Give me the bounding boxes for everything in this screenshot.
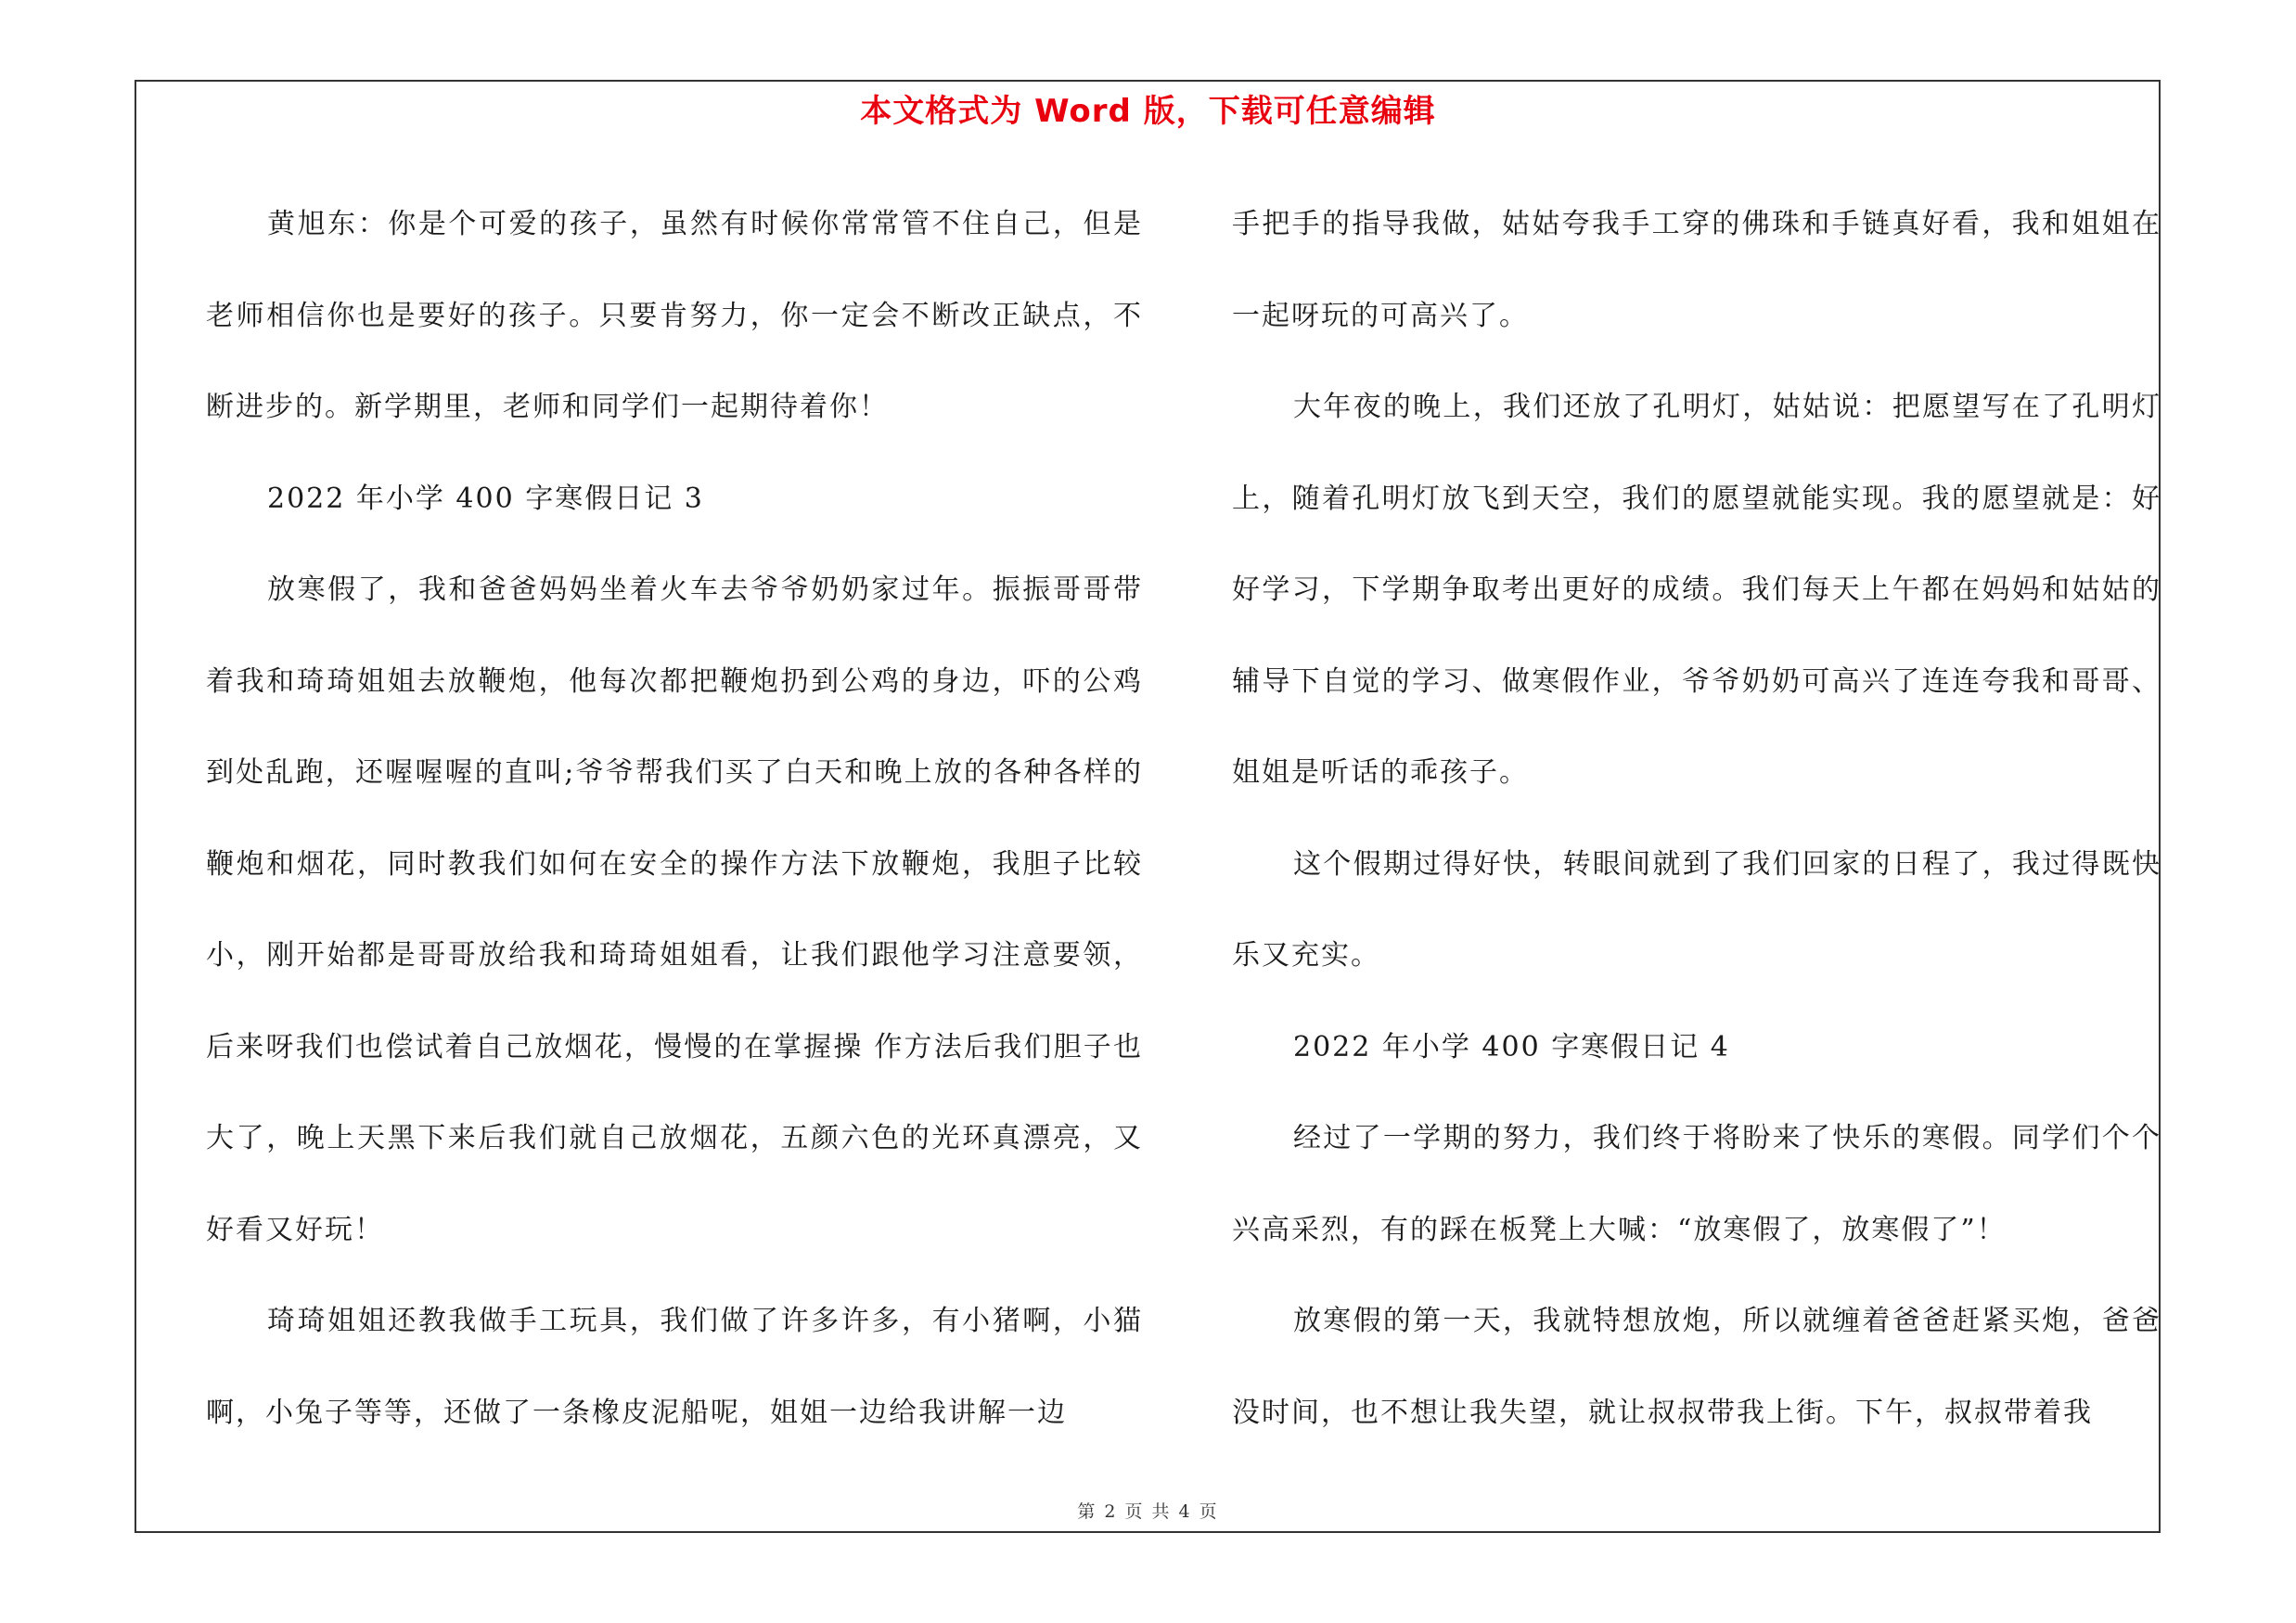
section-heading-diary-3: 2022 年小学 400 字寒假日记 3 [267, 482, 704, 515]
paragraph-holiday-end: 这个假期过得好快，转眼间就到了我们回家的日程了，我过得既快乐又充实。 [1232, 847, 2161, 972]
section-heading-diary-4: 2022 年小学 400 字寒假日记 4 [1293, 1030, 1730, 1063]
paragraph-winter-break-start: 经过了一学期的努力，我们终于将盼来了快乐的寒假。同学们个个兴高采烈，有的踩在板凳上大喊：“放寒假了，放寒假了”！ [1232, 1122, 2161, 1246]
paragraph-firecrackers: 放寒假的第一天，我就特想放炮，所以就缠着爸爸赶紧买炮，爸爸没时间，也不想让我失望，就让叔叔带我上街。下午，叔叔带着我 [1232, 1305, 2161, 1429]
editable-notice-banner: 本文格式为 Word 版，下载可任意编辑 [860, 93, 1436, 130]
paragraph-lanterns: 大年夜的晚上，我们还放了孔明灯，姑姑说：把愿望写在了孔明灯上，随着孔明灯放飞到天空，我们的愿望就能实现。我的愿望就是：好好学习，下学期争取考出更好的成绩。我们每天上午都在妈妈和姑姑的辅导下自觉的学习、做寒假作业，爷爷奶奶可高兴了连连夸我和哥哥、姐姐是听话的乖孩子。 [1232, 391, 2161, 789]
paragraph-teacher-comment: 黄旭东：你是个可爱的孩子，虽然有时候你常常管不住自己，但是老师相信你也是要好的孩子。只要肯努力，你一定会不断改正缺点，不断进步的。新学期里，老师和同学们一起期待着你！ [206, 208, 1143, 423]
page-number-footer: 第 2 页 共 4 页 [1077, 1501, 1219, 1522]
right-text-column [1232, 179, 2161, 1459]
paragraph-handicraft: 琦琦姐姐还教我做手工玩具，我们做了许多许多，有小猪啊，小猫啊，小兔子等等，还做了一条橡皮泥船呢，姐姐一边给我讲解一边 [206, 1305, 1143, 1429]
paragraph-fireworks: 放寒假了，我和爸爸妈妈坐着火车去爷爷奶奶家过年。振振哥哥带着我和琦琦姐姐去放鞭炮，他每次都把鞭炮扔到公鸡的身边，吓的公鸡到处乱跑，还喔喔喔的直叫;爷爷帮我们买了白天和晚上放的各种各样的鞭炮和烟花，同时教我们如何在安全的操作方法下放鞭炮，我胆子比较小，刚开始都是哥哥放给我和琦琦姐姐看，让我们跟他学习注意要领，后来呀我们也偿试着自己放烟花，慢慢的在掌握操 作方法后我们胆子也大了，晚上天黑下来后我们就自己放烟花，五颜六色的光环真漂亮，又好看又好玩！ [206, 573, 1143, 1246]
left-text-column [206, 179, 1143, 1459]
paragraph-handicraft-continued: 手把手的指导我做，姑姑夸我手工穿的佛珠和手链真好看，我和姐姐在一起呀玩的可高兴了。 [1232, 208, 2161, 332]
